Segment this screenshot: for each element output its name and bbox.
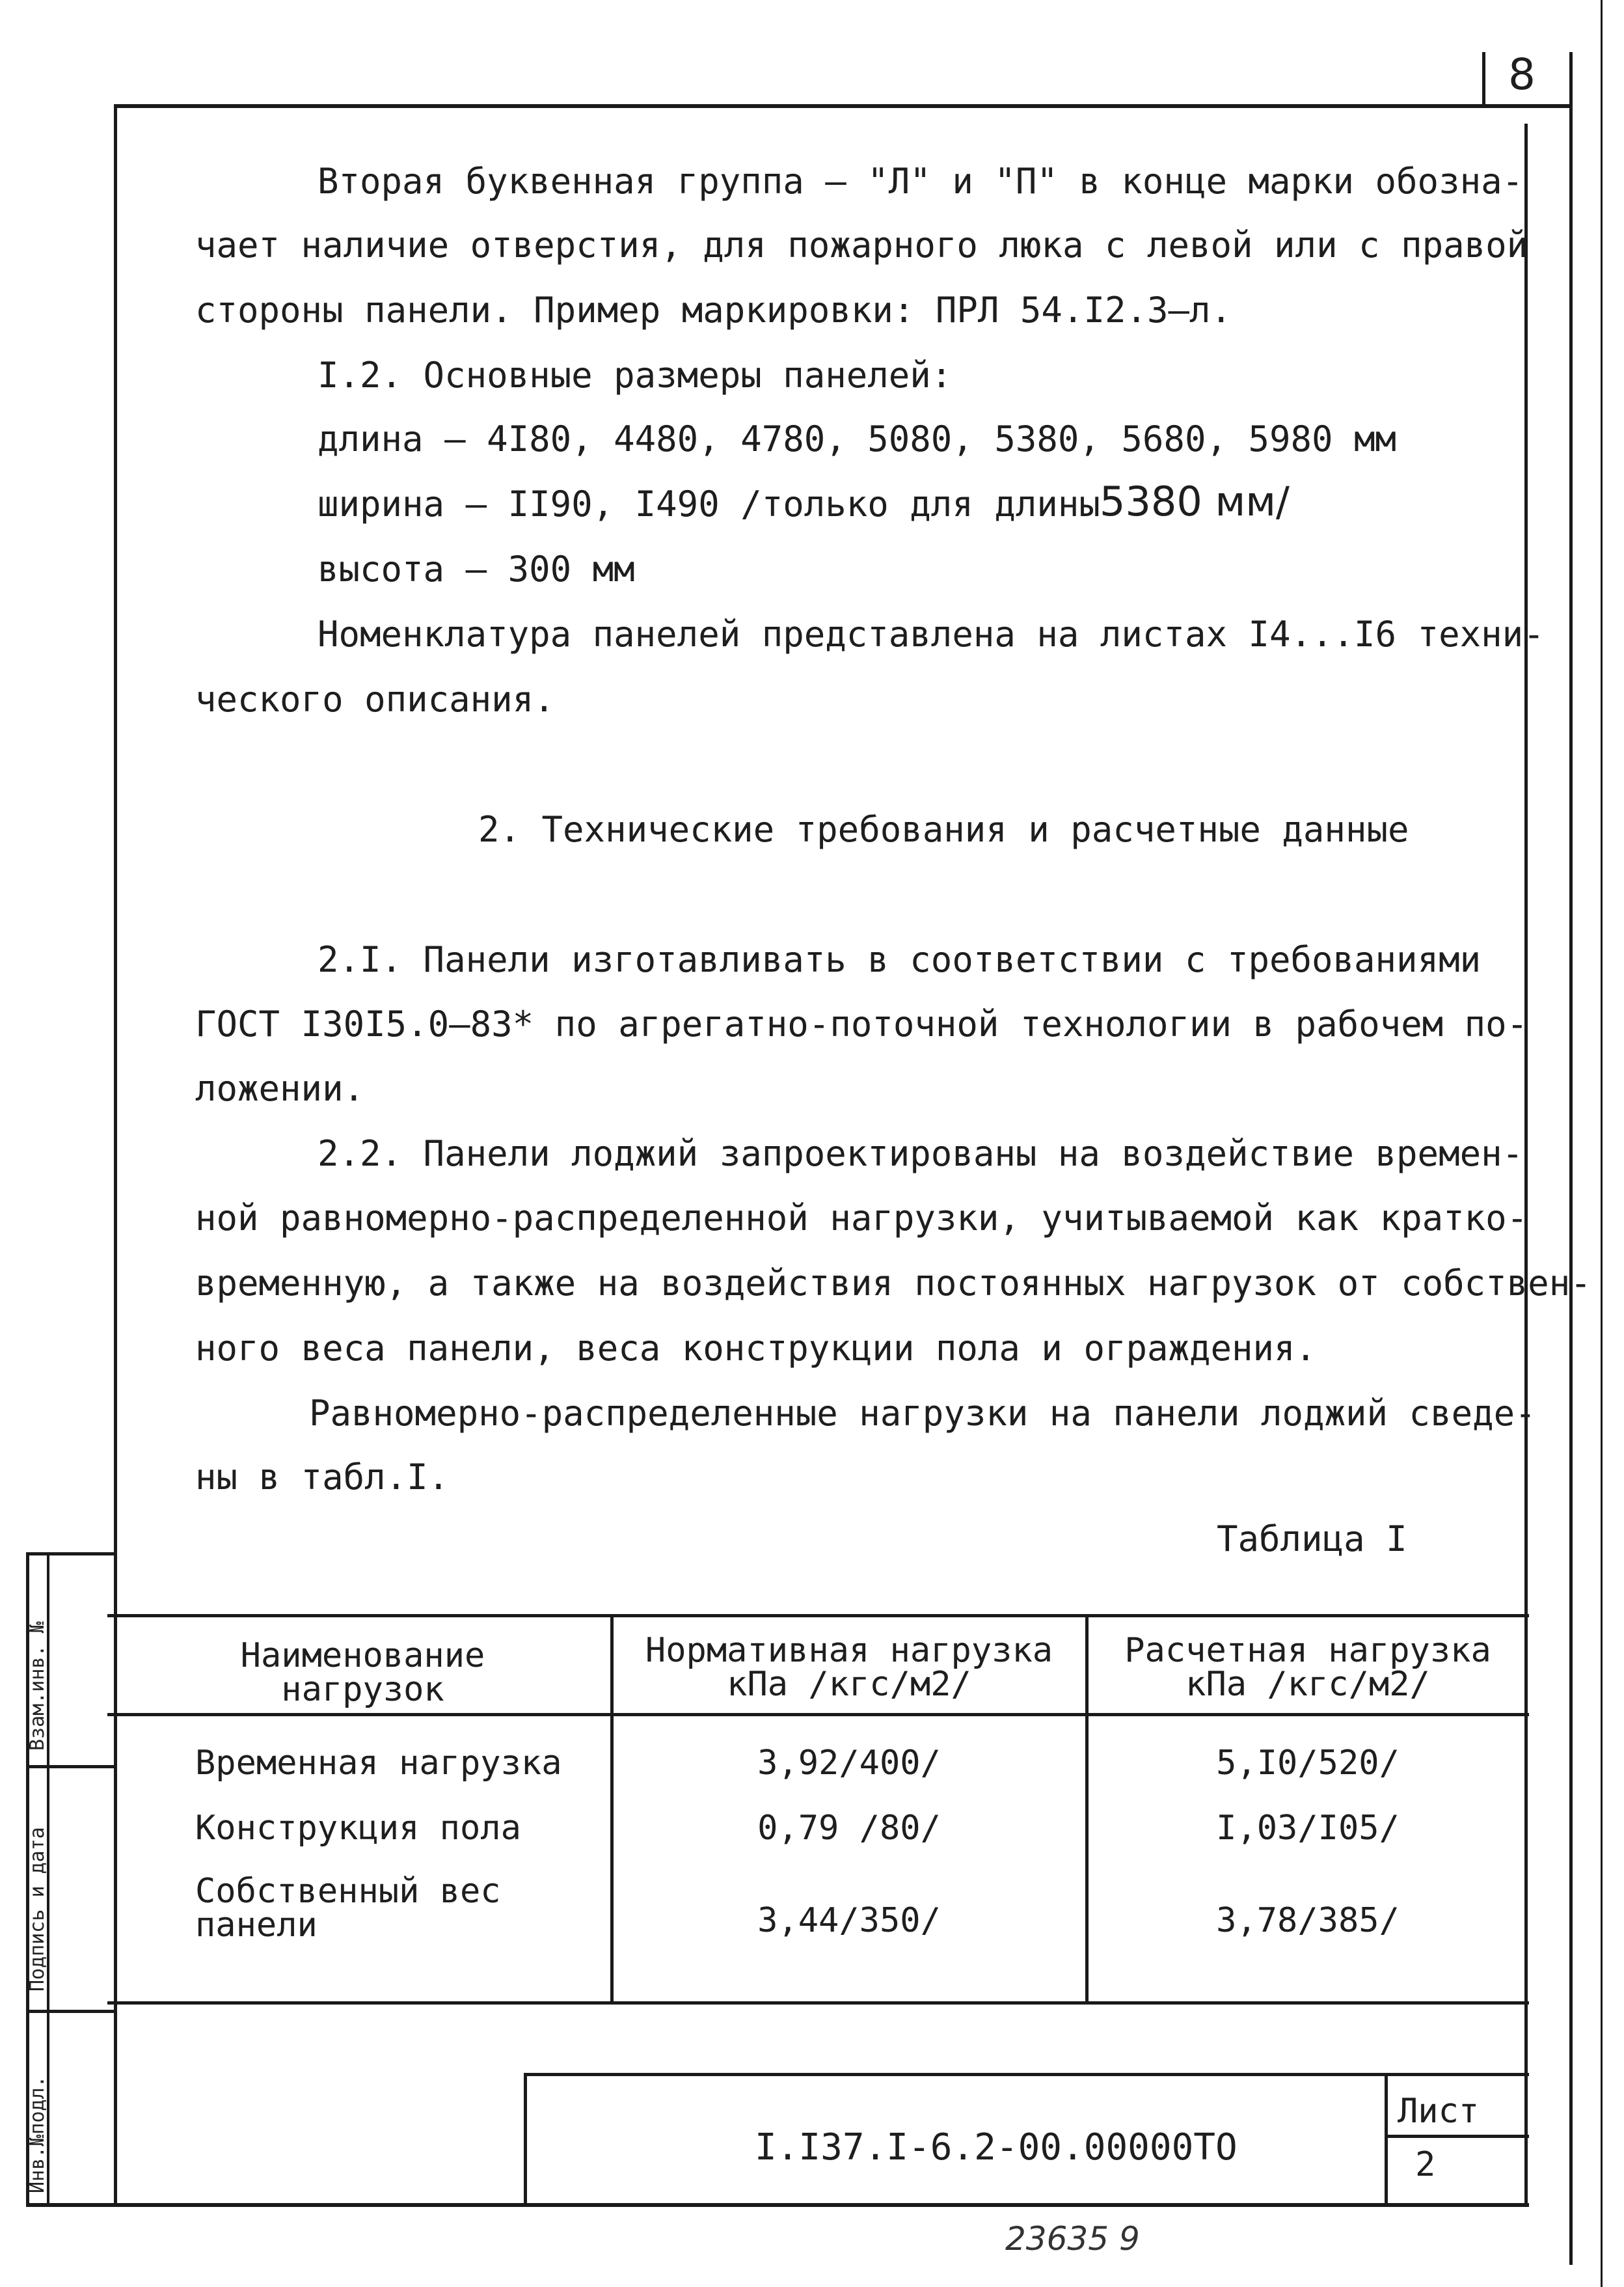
dimension-length: длина – 4I80, 4480, 4780, 5080, 5380, 5680, 5980 мм bbox=[318, 418, 1397, 459]
row-1-design: 5,I0/520/ bbox=[1216, 1744, 1400, 1783]
header-design-load-line-1: Расчетная нагрузка bbox=[1124, 1631, 1491, 1670]
dimension-height: высота – 300 мм bbox=[318, 549, 635, 590]
header-normative-load bbox=[615, 1631, 1083, 1704]
corner-box-left bbox=[1482, 52, 1485, 107]
frame-bottom bbox=[26, 2203, 1529, 2207]
row-3-name bbox=[195, 1872, 501, 1945]
header-design-load bbox=[1090, 1631, 1526, 1704]
section-2-2-line-4: ного веса панели, веса конструкции пола и ограждения. bbox=[195, 1328, 1317, 1369]
row-1-normative: 3,92/400/ bbox=[757, 1744, 941, 1783]
inner-frame-right bbox=[1524, 124, 1528, 2206]
interchange-inv-label: Взам.инв. № bbox=[26, 1621, 49, 1751]
stamp-sheet-label-line bbox=[1385, 2135, 1529, 2138]
row-3-normative: 3,44/350/ bbox=[757, 1901, 941, 1940]
original-inv-label: Инв.№подл. bbox=[26, 2075, 49, 2193]
nomenclature-line-1: Номенклатура панелей представлена на листах I4...I6 техни- bbox=[318, 614, 1545, 655]
sheet-number: 2 bbox=[1415, 2145, 1436, 2184]
page-edge-right bbox=[1601, 0, 1603, 2287]
document-designation: I.I37.I-6.2-00.00000ТО bbox=[755, 2126, 1238, 2169]
section-2-1-line-2: ГОСТ I30I5.0–83* по агрегатно-поточной технологии в рабочем по- bbox=[195, 1004, 1528, 1045]
table-bottom-border bbox=[107, 2001, 1529, 2005]
table-col-divider-1 bbox=[610, 1614, 614, 2005]
stamp-top-border bbox=[524, 2073, 1529, 2076]
margin-strip-divider-2 bbox=[26, 2010, 114, 2013]
outer-frame-top bbox=[114, 104, 1571, 108]
table-caption: Таблица I bbox=[1217, 1518, 1407, 1559]
header-design-load-line-2: кПа /кгс/м2/ bbox=[1185, 1665, 1430, 1704]
row-2-normative: 0,79 /80/ bbox=[757, 1809, 941, 1848]
header-normative-load-line-2: кПа /кгс/м2/ bbox=[727, 1665, 971, 1704]
section-2-2-line-2: ной равномерно-распределенной нагрузки, учитываемой как кратко- bbox=[195, 1198, 1528, 1239]
dimension-width-handwritten: 5380 мм/ bbox=[1100, 478, 1290, 525]
stamp-left-border bbox=[524, 2073, 527, 2206]
nomenclature-line-2: ческого описания. bbox=[195, 679, 555, 720]
header-load-name-line-2: нагрузок bbox=[281, 1670, 444, 1709]
row-2-design: I,03/I05/ bbox=[1216, 1809, 1400, 1848]
loads-paragraph-line-2: ны в табл.I. bbox=[195, 1457, 450, 1498]
paragraph-1-line-3: стороны панели. Пример маркировки: ПРЛ 54.I2.3–л. bbox=[195, 290, 1232, 331]
sheet-corner-number: 8 bbox=[1508, 49, 1536, 100]
signature-date-label: Подпись и дата bbox=[26, 1827, 49, 1992]
header-load-name bbox=[117, 1636, 608, 1709]
row-3-design: 3,78/385/ bbox=[1216, 1901, 1400, 1940]
loads-paragraph-line-1: Равномерно-распределенные нагрузки на панели лоджий сведе- bbox=[309, 1393, 1536, 1434]
paragraph-1-line-1: Вторая буквенная группа – "Л" и "П" в конце марки обозна- bbox=[318, 161, 1524, 202]
table-top-border bbox=[107, 1614, 1529, 1617]
archive-number: 23635 9 bbox=[1005, 2220, 1140, 2258]
section-2-title: 2. Технические требования и расчетные данные bbox=[478, 809, 1409, 850]
section-2-1-line-1: 2.I. Панели изготавливать в соответствии с требованиями bbox=[318, 939, 1482, 980]
section-1-2-heading: I.2. Основные размеры панелей: bbox=[318, 355, 953, 396]
header-load-name-line-1: Наименование bbox=[240, 1636, 485, 1675]
outer-frame-right bbox=[1569, 52, 1573, 2265]
table-col-divider-2 bbox=[1085, 1614, 1089, 2005]
outer-frame-left bbox=[114, 104, 117, 2206]
section-2-2-line-3: временную, а также на воздействия постоянных нагрузок от собствен- bbox=[195, 1263, 1591, 1304]
row-1-name: Временная нагрузка bbox=[195, 1744, 562, 1783]
margin-strip-top bbox=[26, 1552, 114, 1555]
table-header-border bbox=[107, 1713, 1529, 1716]
margin-strip-divider-1 bbox=[26, 1765, 114, 1768]
dimension-width: ширина – II90, I490 /только для длины bbox=[318, 484, 1100, 525]
row-3-name-line-2: панели bbox=[195, 1906, 318, 1945]
sheet-label: Лист bbox=[1398, 2092, 1480, 2131]
section-2-2-line-1: 2.2. Панели лоджий запроектированы на воздействие времен- bbox=[318, 1133, 1524, 1174]
row-3-name-line-1: Собственный вес bbox=[195, 1872, 501, 1911]
row-2-name: Конструкция пола bbox=[195, 1809, 521, 1848]
section-2-1-line-3: ложении. bbox=[195, 1068, 365, 1109]
stamp-sheet-divider bbox=[1385, 2073, 1388, 2206]
header-normative-load-line-1: Нормативная нагрузка bbox=[645, 1631, 1053, 1670]
paragraph-1-line-2: чает наличие отверстия, для пожарного люка с левой или с правой bbox=[195, 225, 1528, 266]
